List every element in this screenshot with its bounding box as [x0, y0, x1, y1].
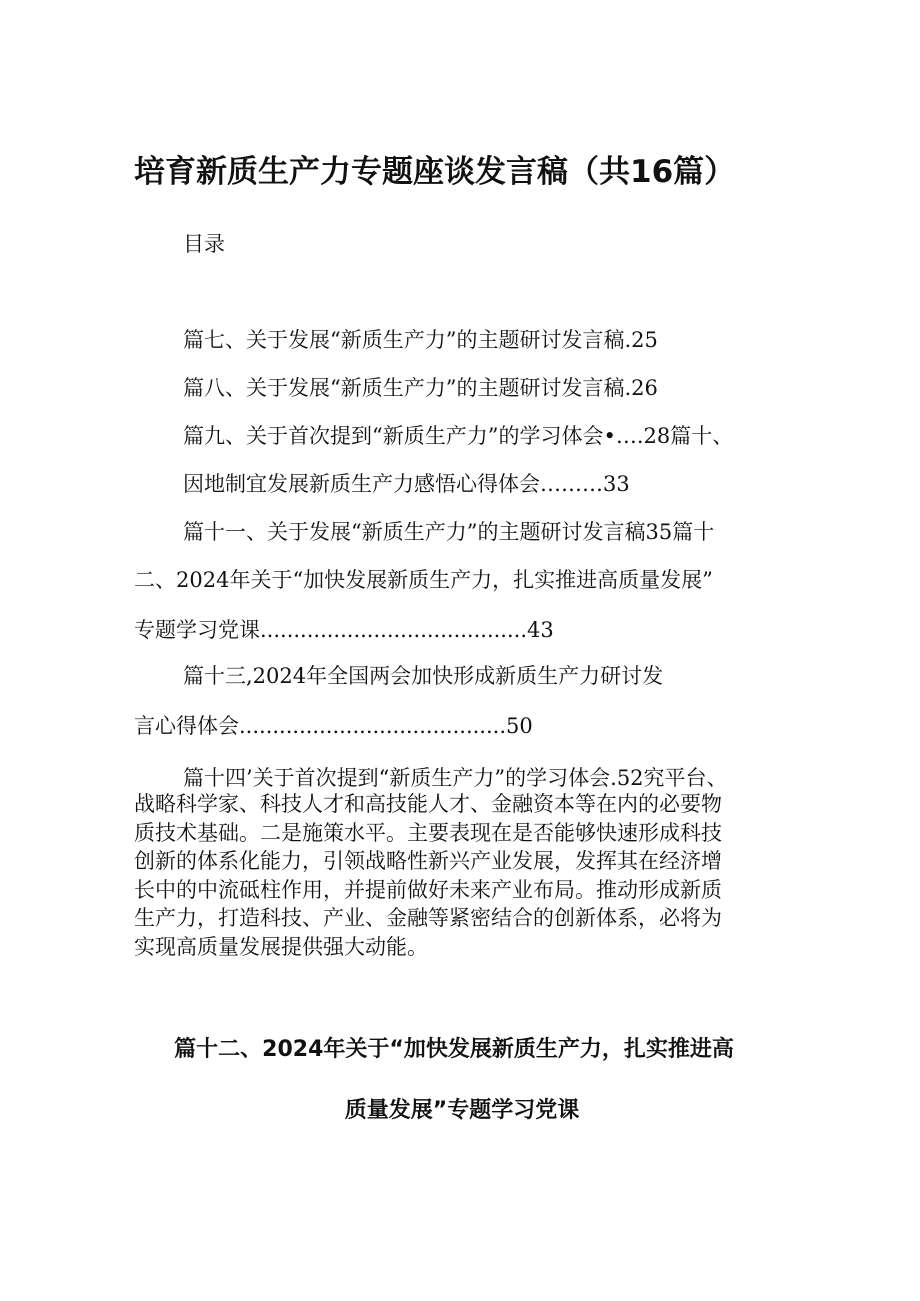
toc-line: 因地制宜发展新质生产力感悟心得体会………33 — [183, 472, 630, 496]
body-paragraph — [134, 790, 794, 961]
body-line: 质技术基础。二是施策水平。主要表现在是否能够快速形成科技 — [134, 820, 722, 845]
section-heading-line: 篇十二、2024年关于“加快发展新质生产力，扎实推进高 — [174, 1037, 734, 1062]
body-line: 战略科学家、科技人才和高技能人才、金融资本等在内的必要物 — [134, 792, 722, 816]
toc-line: 篇九、关于首次提到“新质生产力”的学习体会•….28篇十、 — [183, 424, 734, 448]
toc-line: 篇十三,2024年全国两会加快形成新质生产力研讨发 — [183, 664, 664, 688]
section-heading-line: 质量发展”专题学习党课 — [344, 1098, 580, 1123]
toc-heading: 目录 — [183, 232, 225, 256]
toc-line: 篇八、关于发展“新质生产力”的主题研讨发言稿.26 — [183, 376, 658, 400]
body-line: 生产力，打造科技、产业、金融等紧密结合的创新体系，必将为 — [134, 906, 722, 930]
document-title: 培育新质生产力专题座谈发言稿（共16篇） — [134, 154, 736, 190]
toc-line: 言心得体会........................................50 — [134, 714, 533, 738]
toc-line: 二、2024年关于“加快发展新质生产力，扎实推进高质量发展” — [134, 568, 713, 592]
body-line: 长中的中流砥柱作用，并提前做好未来产业布局。推动形成新质 — [134, 877, 722, 902]
toc-line: 专题学习党课........................................43 — [134, 618, 554, 642]
toc-line: 篇十一、关于发展“新质生产力”的主题研讨发言稿35篇十 — [183, 520, 715, 544]
body-line: 创新的体系化能力，引领战略性新兴产业发展，发挥其在经济增 — [134, 849, 722, 873]
toc-line: 篇十四’关于首次提到“新质生产力”的学习体会.52究平台、 — [183, 766, 728, 790]
body-line: 实现高质量发展提供强大动能。 — [134, 934, 428, 959]
toc-line: 篇七、关于发展“新质生产力”的主题研讨发言稿.25 — [183, 328, 658, 352]
